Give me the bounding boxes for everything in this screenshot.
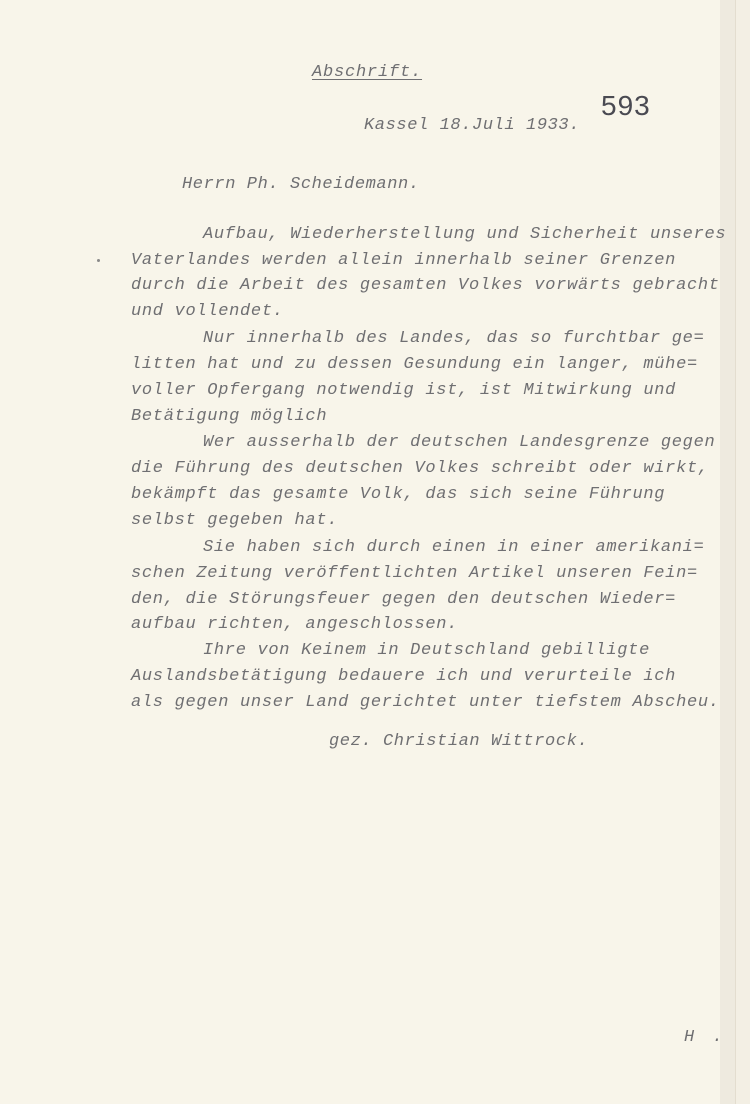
page-edge (720, 0, 735, 1104)
body-line: die Führung des deutschen Volkes schreibt oder wirkt, (131, 459, 709, 478)
paper-speck (97, 259, 100, 262)
body-line: Nur innerhalb des Landes, das so furchtbar ge= (203, 329, 705, 348)
folio-number: 593 (601, 90, 651, 121)
document-title: Abschrift. (312, 63, 423, 82)
body-line: aufbau richten, angeschlossen. (131, 615, 459, 634)
body-line: als gegen unser Land gerichtet unter tiefstem Abscheu. (131, 693, 720, 712)
body-line: und vollendet. (131, 302, 284, 321)
body-line: Aufbau, Wiederherstellung und Sicherheit unseres (203, 225, 727, 244)
body-line: schen Zeitung veröffentlichten Artikel unseren Fein= (131, 564, 698, 583)
footer-mark: H . (684, 1028, 727, 1047)
place-date: Kassel 18.Juli 1933. (364, 116, 581, 135)
signature: gez. Christian Wittrock. (329, 732, 589, 751)
body-line: voller Opfergang notwendig ist, ist Mitwirkung und (131, 381, 677, 400)
body-line: litten hat und zu dessen Gesundung ein langer, mühe= (131, 355, 698, 374)
addressee: Herrn Ph. Scheidemann. (182, 175, 420, 194)
body-line: Ihre von Keinem in Deutschland gebilligte (203, 641, 650, 660)
body-line: den, die Störungsfeuer gegen den deutschen Wieder= (131, 590, 677, 609)
body-line: Sie haben sich durch einen in einer amerikani= (203, 538, 705, 557)
body-line: Wer ausserhalb der deutschen Landesgrenze gegen (203, 433, 716, 452)
body-line: Vaterlandes werden allein innerhalb seiner Grenzen (131, 251, 677, 270)
body-line: Betätigung möglich (131, 407, 328, 426)
body-line: durch die Arbeit des gesamten Volkes vorwärts gebracht (131, 276, 720, 295)
body-line: bekämpft das gesamte Volk, das sich seine Führung (131, 485, 666, 504)
body-line: Auslandsbetätigung bedauere ich und verurteile ich (131, 667, 677, 686)
body-line: selbst gegeben hat. (131, 511, 339, 530)
